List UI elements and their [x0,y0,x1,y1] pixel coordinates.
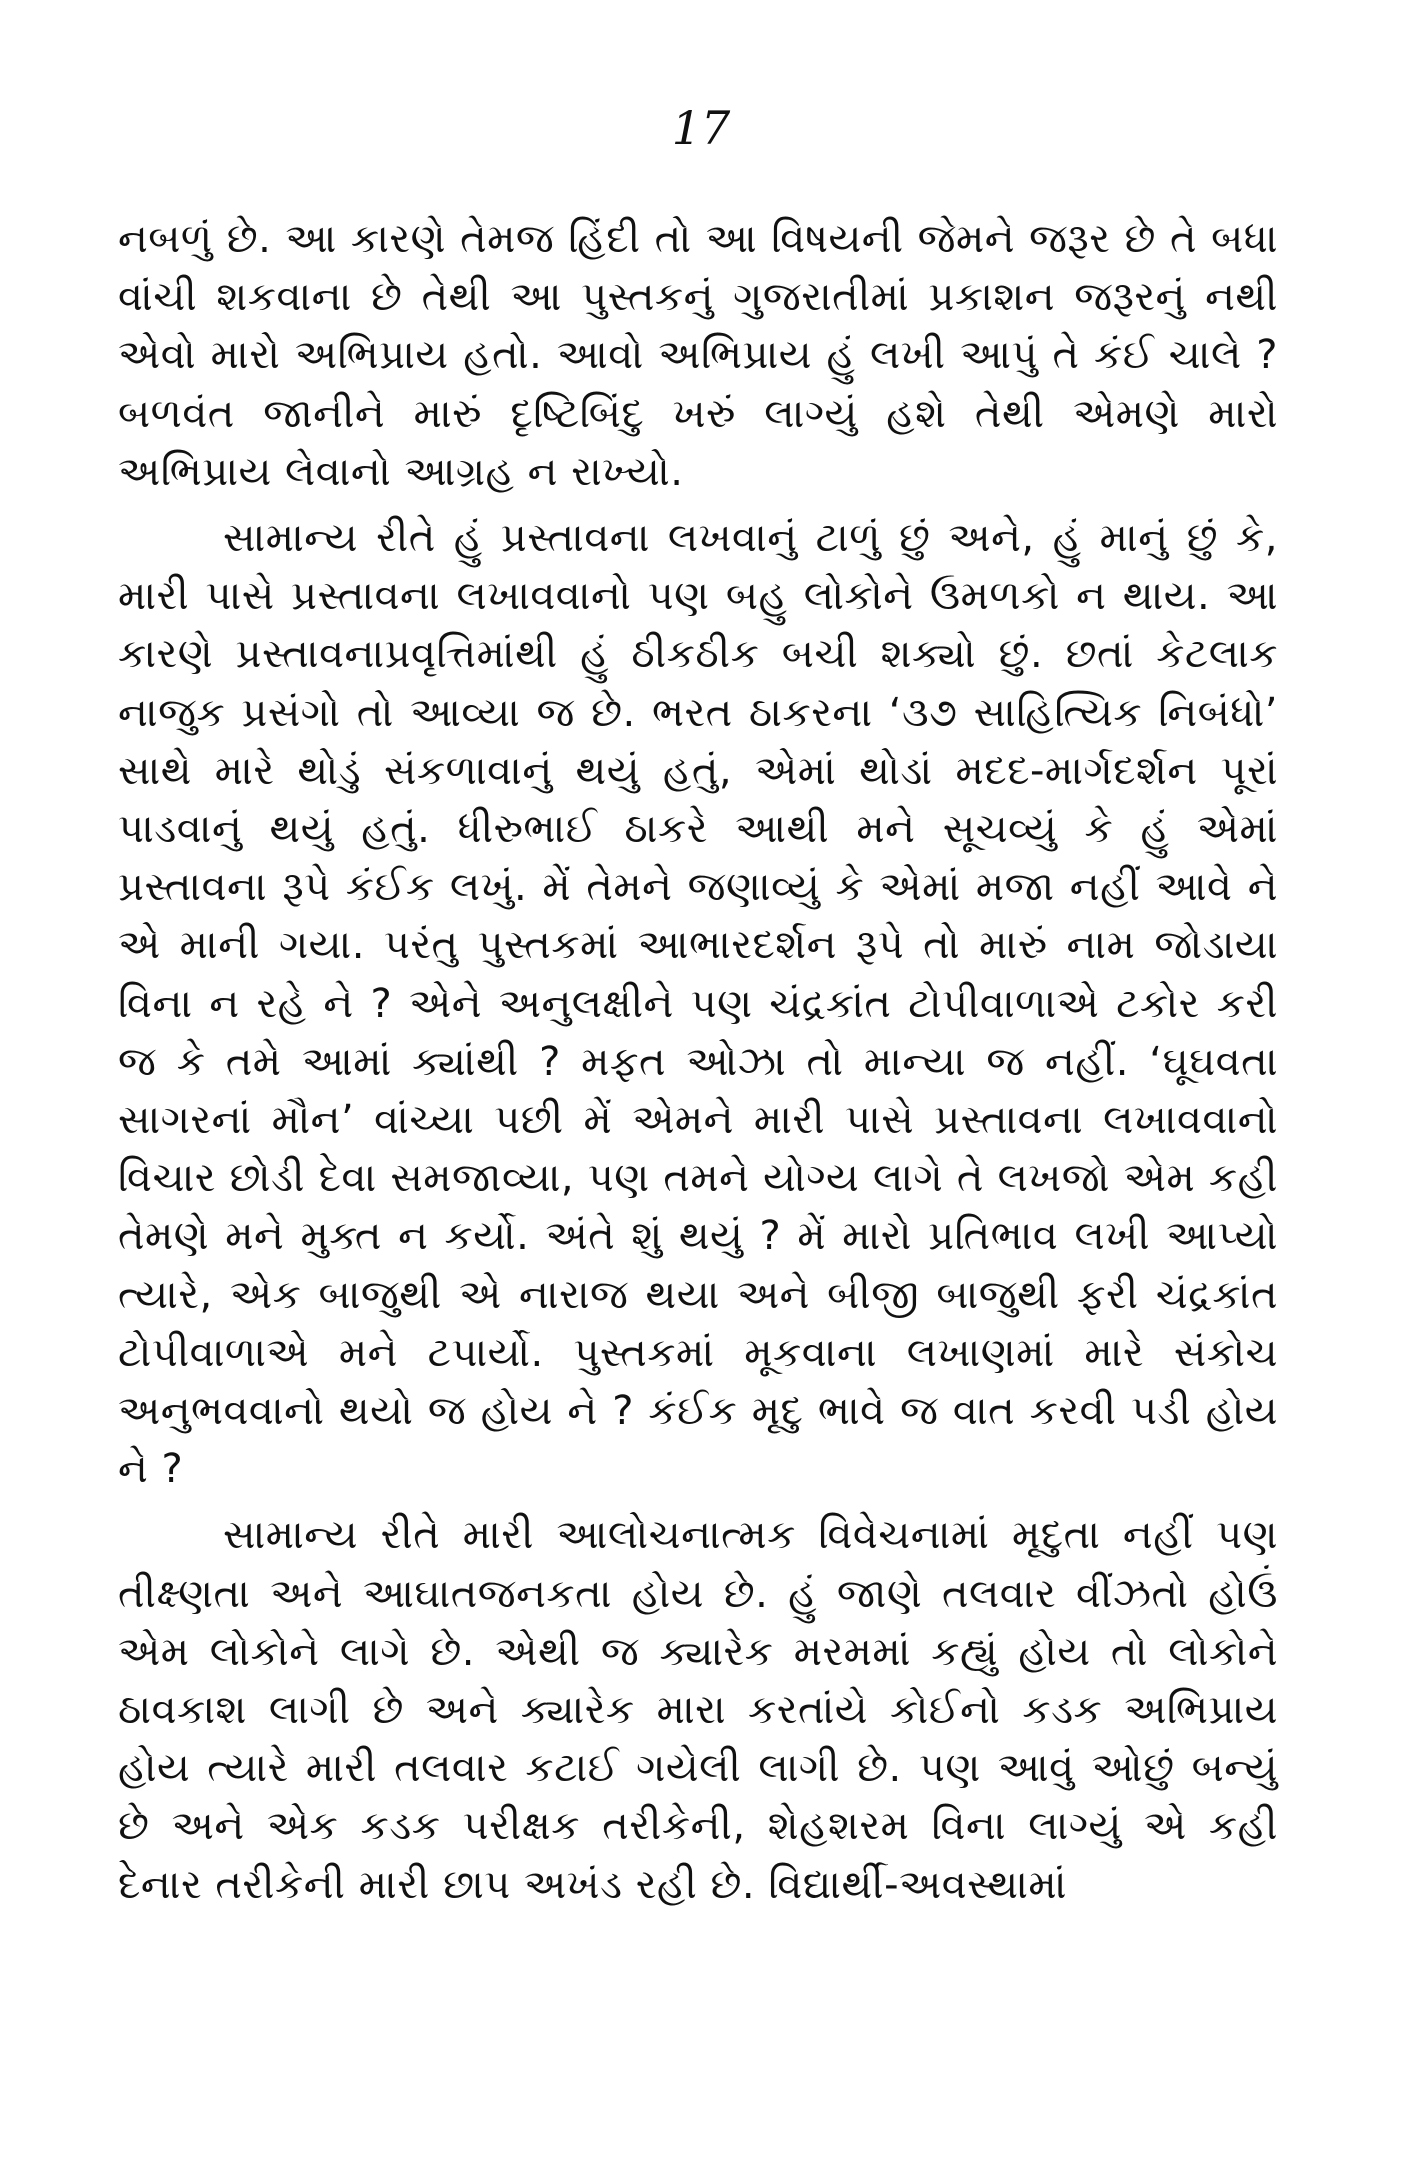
paragraph-critical-style: સામાન્ય રીતે મારી આલોચનાત્મક વિવેચનામાં મૃદુતા નહીં પણ તીક્ષ્ણતા અને આઘાતજનકતા હોય છે. હું જાણે તલવાર વીંઝતો હોઉં એમ લોકોને લાગે છે. એથી જ ક્યારેક મરમમાં કહ્યું હોય તો લોકોને ઠાવકાશ લાગી છે અને ક્યારેક મારા કરતાંયે કોઈનો કડક અભિપ્રાય હોય ત્યારે મારી તલવાર કટાઈ ગયેલી લાગી છે. પણ આવું ઓછું બન્યું છે અને એક કડક પરીક્ષક તરીકેની, શેહશરમ વિના લાગ્યું એ કહી દેનાર તરીકેની મારી છાપ અખંડ રહી છે. વિદ્યાર્થી-અવસ્થામાં [118,1512,1278,1908]
page-number: 17 [671,101,731,155]
page-text-body [118,210,1278,1914]
paragraph-continued: નબળું છે. આ કારણે તેમજ હિંદી તો આ વિષયની જેમને જરૂર છે તે બધા વાંચી શકવાના છે તેથી આ પુસ્તકનું ગુજરાતીમાં પ્રકાશન જરૂરનું નથી એવો મારો અભિપ્રાય હતો. આવો અભિપ્રાય હું લખી આપું તે કંઈ ચાલે ? બળવંત જાનીને મારું દૃષ્ટિબિંદુ ખરું લાગ્યું હશે તેથી એમણે મારો અભિપ્રાય લેવાનો આગ્રહ ન રાખ્યો. [118,216,1278,495]
paragraph-preface-writing: સામાન્ય રીતે હું પ્રસ્તાવના લખવાનું ટાળું છું અને, હું માનું છું કે, મારી પાસે પ્રસ્તાવના લખાવવાનો પણ બહુ લોકોને ઉમળકો ન થાય. આ કારણે પ્રસ્તાવનાપ્રવૃત્તિમાંથી હું ઠીકઠીક બચી શક્યો છું. છતાં કેટલાક નાજુક પ્રસંગો તો આવ્યા જ છે. ભરત ઠાકરના ‘૩૭ સાહિત્યિક નિબંધો’ સાથે મારે થોડું સંકળાવાનું થયું હતું, એમાં થોડાં મદદ-માર્ગદર્શન પૂરાં પાડવાનું થયું હતું. ધીરુભાઈ ઠાકરે આથી મને સૂચવ્યું કે હું એમાં પ્રસ્તાવના રૂપે કંઈક લખું. મેં તેમને જણાવ્યું કે એમાં મજા નહીં આવે ને એ માની ગયા. પરંતુ પુસ્તકમાં આભારદર્શન રૂપે તો મારું નામ જોડાયા વિના ન રહે ને ? એને અનુલક્ષીને પણ ચંદ્રકાંત ટોપીવાળાએ ટકોર કરી જ કે તમે આમાં ક્યાંથી ? મફત ઓઝા તો માન્યા જ નહીં. ‘ઘૂઘવતા સાગરનાં મૌન’ વાંચ્યા પછી મેં એમને મારી પાસે પ્રસ્તાવના લખાવવાનો વિચાર છોડી દેવા સમજાવ્યા, પણ તમને યોગ્ય લાગે તે લખજો એમ કહી તેમણે મને મુક્ત ન કર્યો. અંતે શું થયું ? મેં મારો પ્રતિભાવ લખી આપ્યો ત્યારે, એક બાજુથી એ નારાજ થયા અને બીજી બાજુથી ફરી ચંદ્રકાંત ટોપીવાળાએ મને ટપાર્યો. પુસ્તકમાં મૂકવાના લખાણમાં મારે સંકોચ અનુભવવાનો થયો જ હોય ને ? કંઈક મૃદુ ભાવે જ વાત કરવી પડી હોય ને ? [118,515,1278,1493]
